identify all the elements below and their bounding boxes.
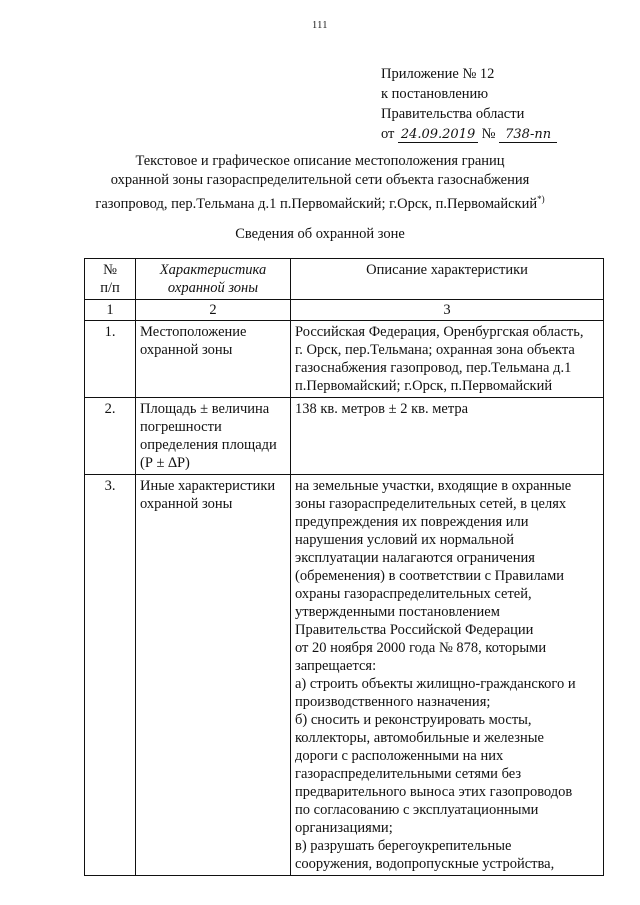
col-number-1: 1 bbox=[85, 300, 136, 321]
zone-info-table bbox=[84, 258, 604, 876]
col-number-3: 3 bbox=[291, 300, 604, 321]
handwritten-date: 24.09.2019 bbox=[398, 128, 478, 143]
row-num: 2. bbox=[85, 398, 136, 475]
number-label: № bbox=[481, 126, 496, 142]
row-description: Российская Федерация, Оренбургская область, г. Орск, пер.Тельмана; охранная зона объекта газоснабжения газопровод, пер.Тельмана д.1 п.Первомайский; г.Орск, п.Первомайский bbox=[291, 321, 604, 398]
row-characteristic: Иные характеристики охранной зоны bbox=[136, 475, 291, 876]
column-number-row bbox=[85, 300, 604, 321]
page-number: 111 bbox=[312, 20, 328, 31]
row-characteristic: Местоположение охранной зоны bbox=[136, 321, 291, 398]
footnote-mark: *) bbox=[537, 194, 545, 204]
title-line-1: Текстовое и графическое описание местоположения границ bbox=[135, 153, 505, 169]
appendix-date-line bbox=[381, 124, 621, 144]
table-row bbox=[85, 398, 604, 475]
table-row bbox=[85, 475, 604, 876]
title-line-3: газопровод, пер.Тельмана д.1 п.Первомайский; г.Орск, п.Первомайский*) bbox=[95, 194, 545, 212]
table-row bbox=[85, 321, 604, 398]
appendix-line-1: Приложение № 12 bbox=[381, 66, 495, 82]
title-line-2: охранной зоны газораспределительной сети объекта газоснабжения bbox=[110, 172, 530, 188]
section-subtitle: Сведения об охранной зоне bbox=[235, 226, 405, 242]
handwritten-number: 738-пп bbox=[499, 128, 557, 143]
appendix-line-3: Правительства области bbox=[381, 106, 525, 122]
header-num: № п/п bbox=[85, 259, 136, 300]
row-num: 1. bbox=[85, 321, 136, 398]
row-description: на земельные участки, входящие в охранные зоны газораспределительных сетей, в целях предупреждения их повреждения или нарушения условий их нормальной эксплуатации налагаются ограничения (обременения) в соответствии с Правилами охраны газораспределительных сетей, утвержденными постановлением Правительства Российской Федерации от 20 ноября 2000 года № 878, которыми запрещается: а) строить объекты жилищно-гражданского и производственного назначения; б) сносить и реконструировать мосты, коллекторы, автомобильные и железные дороги с расположенными на них газораспределительными сетями без предварительного выноса этих газопроводов по согласованию с эксплуатационными организациями; в) разрушать берегоукрепительные сооружения, водопропускные устройства, bbox=[291, 475, 604, 876]
header-characteristic: Характеристика охранной зоны bbox=[136, 259, 291, 300]
appendix-block bbox=[381, 64, 621, 144]
table-header-row bbox=[85, 259, 604, 300]
appendix-line-2: к постановлению bbox=[381, 86, 489, 102]
from-label: от bbox=[381, 126, 395, 142]
header-description: Описание характеристики bbox=[291, 259, 604, 300]
document-title bbox=[40, 152, 600, 214]
row-description: 138 кв. метров ± 2 кв. метра bbox=[291, 398, 604, 475]
row-num: 3. bbox=[85, 475, 136, 876]
row-characteristic: Площадь ± величина погрешности определения площади (Р ± ∆Р) bbox=[136, 398, 291, 475]
col-number-2: 2 bbox=[136, 300, 291, 321]
